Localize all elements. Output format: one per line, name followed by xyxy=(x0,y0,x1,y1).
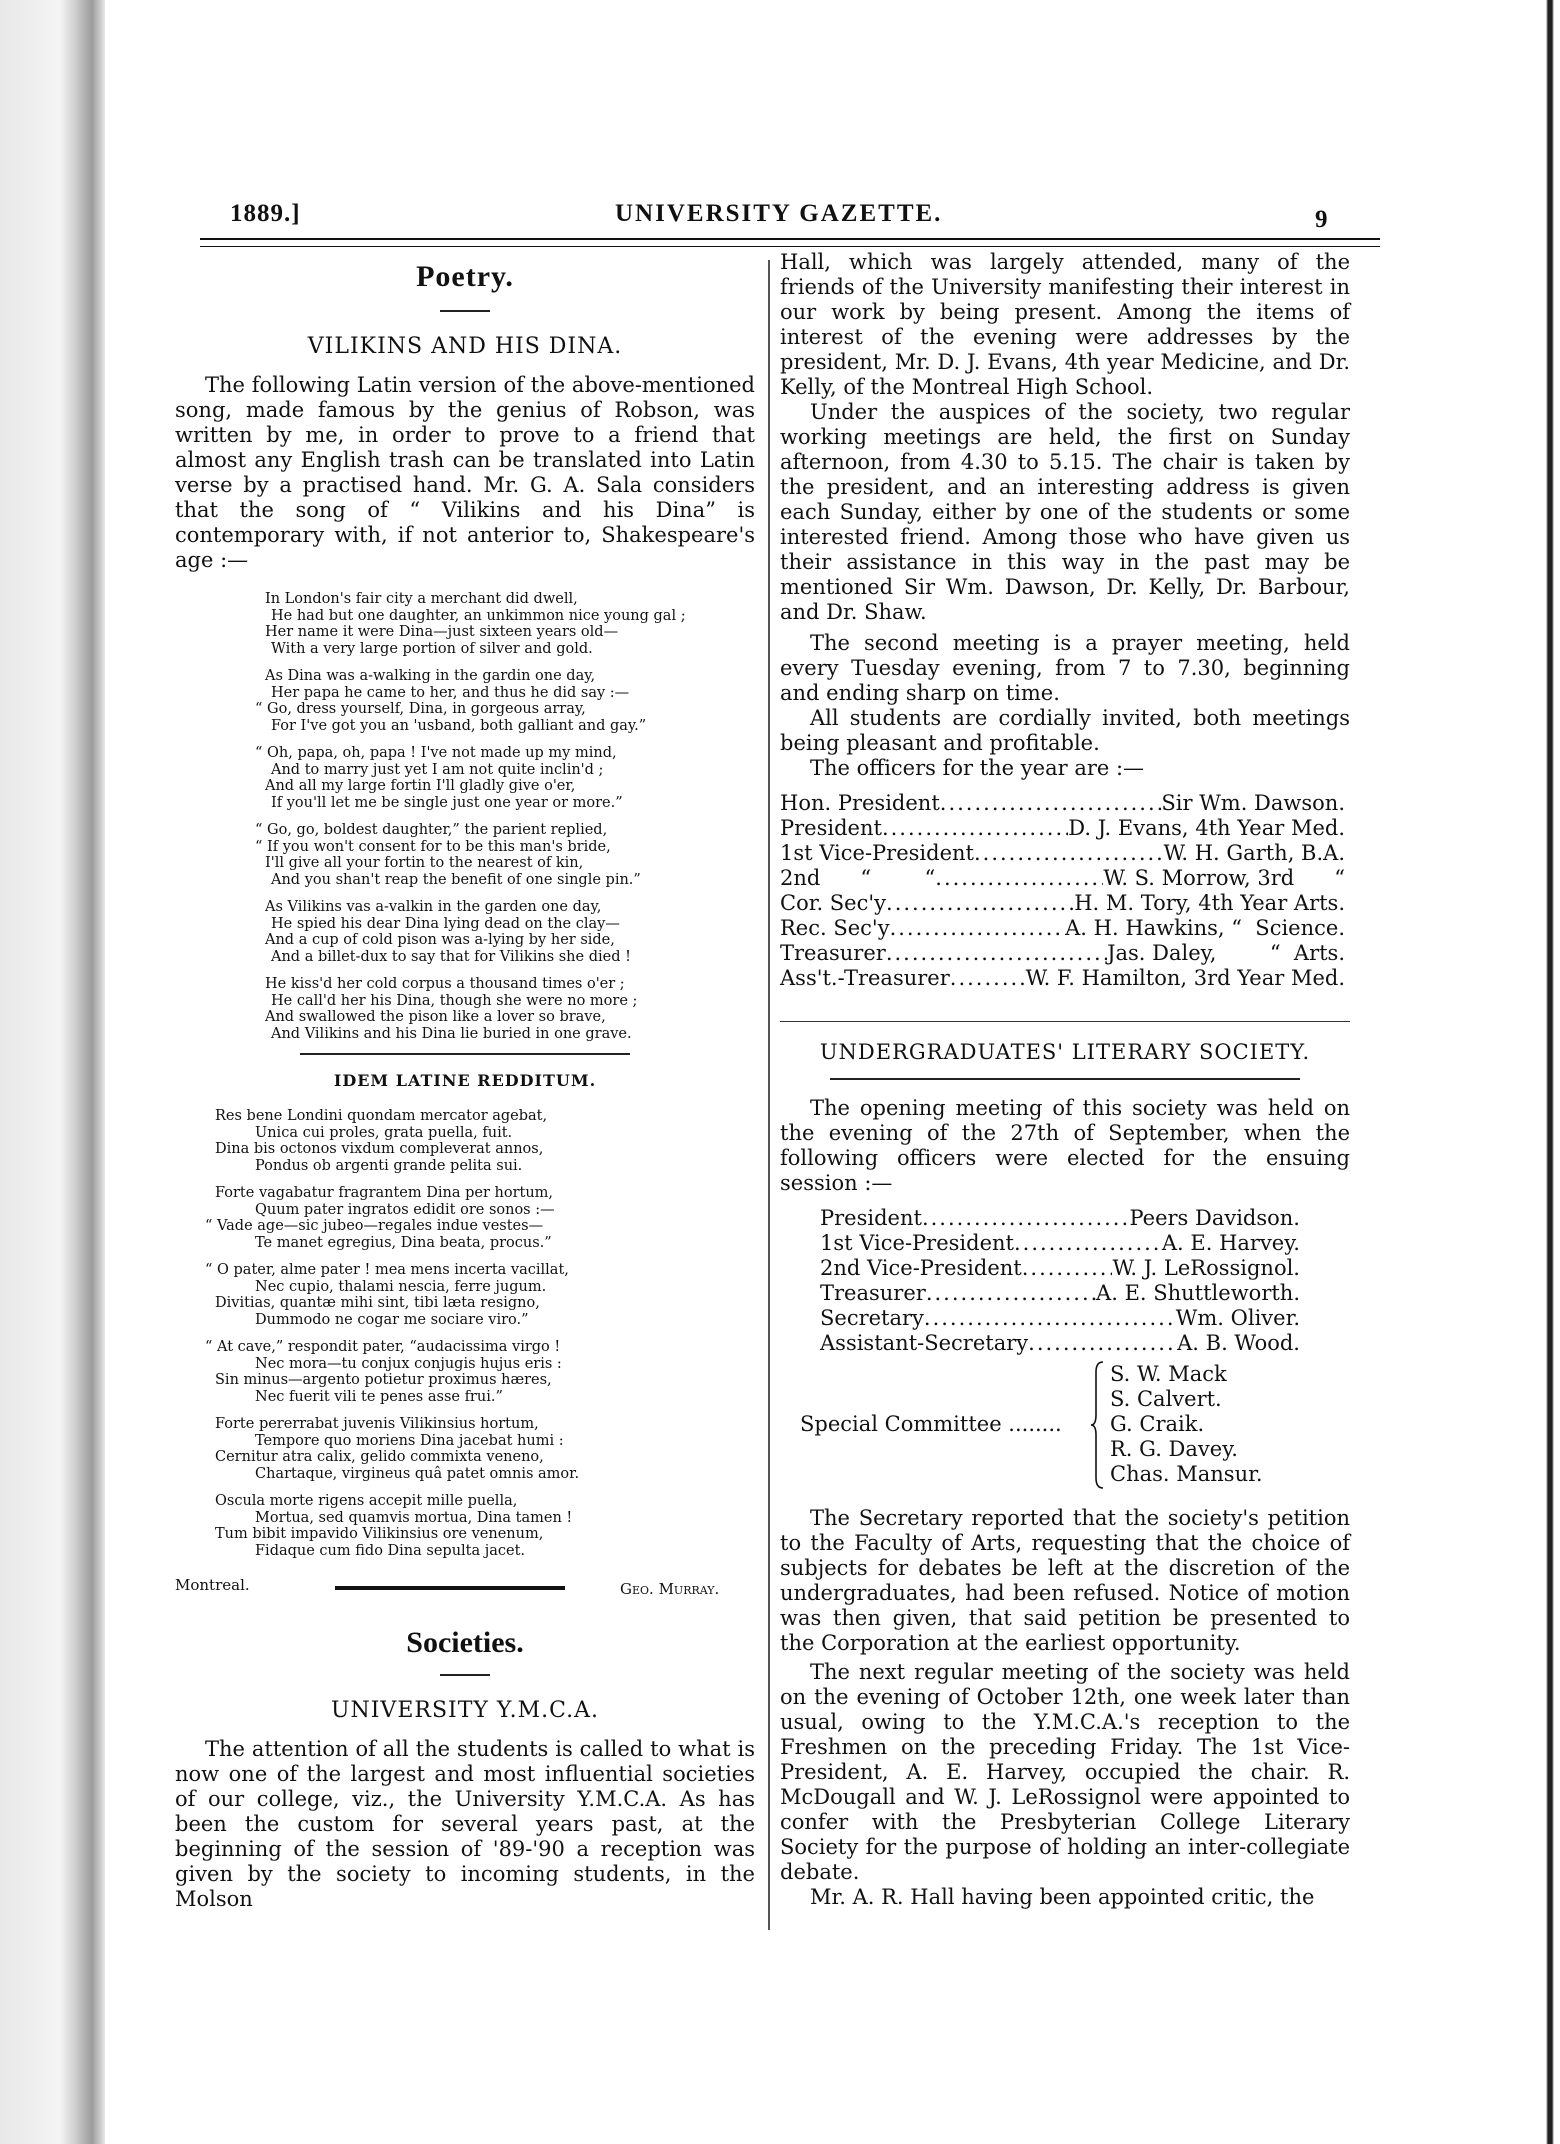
latin-poem-line: Dina bis octonos vixdum compleverat annos, xyxy=(215,1141,544,1157)
leader-dots xyxy=(924,1306,1176,1331)
english-poem-line: If you'll let me be single just one year or more.” xyxy=(271,794,623,811)
english-poem-line: In London's fair city a merchant did dwell, xyxy=(265,591,578,607)
leader-dots xyxy=(940,791,1162,816)
english-poem-stanza xyxy=(175,822,755,888)
poem-divider xyxy=(300,1053,630,1055)
officer-name: Jas. Daley, “ Arts. xyxy=(1107,941,1345,965)
latin-poem-stanza xyxy=(175,1262,755,1328)
english-poem-line: And a cup of cold pison was a-lying by her side, xyxy=(265,932,615,948)
committee-member: S. W. Mack xyxy=(1110,1362,1227,1386)
page-header xyxy=(150,190,1360,246)
officer-row xyxy=(780,816,1345,841)
ugls-paragraph-4: Mr. A. R. Hall having been appointed critic, the xyxy=(810,1885,1315,1909)
societies-section-title: Societies. xyxy=(406,1626,524,1659)
section-rule xyxy=(780,1021,1350,1022)
societies-rule xyxy=(440,1674,490,1676)
english-poem-line: “ Go, go, boldest daughter,” the parient replied, xyxy=(255,822,608,838)
latin-poem-line: Oscula morte rigens accepit mille puella, xyxy=(215,1493,518,1509)
brace-icon xyxy=(1090,1360,1104,1490)
officer-name: A. E. Shuttleworth. xyxy=(1096,1281,1300,1305)
scan-right-edge xyxy=(1440,0,1560,2144)
ugls-paragraph-2: The Secretary reported that the society's petition to the Faculty of Arts, requesting that the choice of subjects for debates be left at the discretion of the undergraduates, had been refused. Notice of motion was then given, that said petition be presented to the Corporation at the earliest opportunity. xyxy=(780,1506,1350,1655)
poetry-rule xyxy=(440,310,490,312)
poem-title: VILIKINS AND HIS DINA. xyxy=(307,334,623,359)
officer-role: Hon. President xyxy=(780,791,940,815)
committee-member: S. Calvert. xyxy=(1110,1387,1222,1411)
officer-role: Rec. Sec'y xyxy=(780,916,890,940)
english-poem-line: And you shan't reap the benefit of one single pin.” xyxy=(271,871,641,888)
signoff-rule xyxy=(335,1586,565,1590)
ymca-paragraph-2: Under the auspices of the society, two regular working meetings are held, the first on Sunday afternoon, from 4.30 to 5.15. The chair is taken by the president, and an interesting address is given each Sunday, either by one of the students or some interested friend. Among those who have given us their assistance in this way in the past may be mentioned Sir Wm. Dawson, Dr. Kelly, Dr. Barbour, and Dr. Shaw. xyxy=(780,400,1350,624)
leader-dots xyxy=(886,891,1074,916)
leader-dots xyxy=(882,816,1068,841)
ymca-officer-list xyxy=(780,791,1345,991)
officer-role: Cor. Sec'y xyxy=(780,891,887,915)
officer-row xyxy=(780,966,1345,991)
officer-name: W. F. Hamilton, 3rd Year Med. xyxy=(1025,966,1345,990)
officer-role: President xyxy=(780,816,882,840)
latin-title: IDEM LATINE REDDITUM. xyxy=(333,1071,597,1090)
english-poem-line: He kiss'd her cold corpus a thousand times o'er ; xyxy=(265,976,625,992)
ymca-paragraph-1-continued: Hall, which was largely attended, many of the friends of the University manifesting their interest in our work by being present. Among the items of interest of the evening were addresses by the president, Mr. D. J. Evans, 4th year Medicine, and Dr. Kelly, of the Montreal High School. xyxy=(780,250,1350,399)
officer-row xyxy=(820,1206,1300,1231)
right-column xyxy=(780,250,1350,1910)
leader-dots xyxy=(950,966,1026,991)
latin-poem-line: Forte vagabatur fragrantem Dina per hortum, xyxy=(215,1185,554,1201)
header-rule xyxy=(200,238,1380,247)
latin-poem-line: Nec fuerit vili te penes asse frui.” xyxy=(255,1388,503,1405)
officer-name: A. H. Hawkins, “ Science. xyxy=(1065,916,1345,940)
officer-name: W. J. LeRossignol. xyxy=(1112,1256,1300,1280)
english-poem-line: “ Oh, papa, oh, papa ! I've not made up my mind, xyxy=(255,745,617,761)
officer-row xyxy=(820,1231,1300,1256)
english-poem-line: He had but one daughter, an unkimmon nice young gal ; xyxy=(271,607,686,624)
officer-row xyxy=(820,1306,1300,1331)
ugls-title: UNDERGRADUATES' LITERARY SOCIETY. xyxy=(819,1040,1311,1064)
latin-poem-stanza xyxy=(175,1416,755,1482)
english-poem-line: He call'd her his Dina, though she were no more ; xyxy=(271,992,638,1009)
english-poem-stanza xyxy=(175,745,755,811)
officer-name: W. H. Garth, B.A. xyxy=(1163,841,1345,865)
latin-poem-stanza xyxy=(175,1185,755,1251)
english-poem-stanza xyxy=(175,976,755,1042)
english-poem-line: Her name it were Dina—just sixteen years old— xyxy=(265,624,619,640)
english-poem-line: “ Go, dress yourself, Dina, in gorgeous array, xyxy=(255,701,586,717)
english-poem-line: For I've got you an 'usband, both galliant and gay.” xyxy=(271,717,647,734)
latin-poem-line: Pondus ob argenti grande pelita sui. xyxy=(255,1157,523,1174)
ugls-officer-list xyxy=(820,1206,1300,1356)
officer-name: Wm. Oliver. xyxy=(1175,1306,1300,1330)
latin-poem-line: Tempore quo moriens Dina jacebat humi : xyxy=(255,1432,564,1449)
latin-poem-stanza xyxy=(175,1108,755,1174)
committee-member: Chas. Mansur. xyxy=(1110,1462,1263,1486)
header-year: 1889.] xyxy=(230,200,301,227)
poetry-section-title: Poetry. xyxy=(416,260,514,293)
leader-dots xyxy=(922,1206,1130,1231)
latin-poem-line: Fidaque cum fido Dina sepulta jacet. xyxy=(255,1542,526,1559)
english-poem-stanza xyxy=(175,591,755,657)
ugls-rule xyxy=(830,1078,1300,1080)
officer-row xyxy=(780,916,1345,941)
english-poem-line: With a very large portion of silver and gold. xyxy=(271,640,593,657)
latin-poem-line: Divitias, quantæ mihi sint, tibi læta resigno, xyxy=(215,1295,540,1311)
committee-members xyxy=(1110,1362,1263,1487)
poem-signoff xyxy=(175,1570,755,1604)
officer-role: Treasurer xyxy=(780,941,886,965)
english-poem-line: I'll give all your fortin to the nearest of kin, xyxy=(265,855,584,871)
latin-poem-line: Te manet egregius, Dina beata, procus.” xyxy=(255,1234,552,1251)
english-poem-line: “ If you won't consent for to be this man's bride, xyxy=(255,838,611,855)
latin-poem-line: Nec mora—tu conjux conjugis hujus eris : xyxy=(255,1355,562,1372)
column-divider xyxy=(768,260,770,1930)
leader-dots xyxy=(1028,1331,1177,1356)
officer-name: D. J. Evans, 4th Year Med. xyxy=(1068,816,1345,840)
english-poem-line: And swallowed the pison like a lover so brave, xyxy=(265,1009,606,1025)
english-poem xyxy=(175,591,755,1042)
ymca-paragraph-3: The second meeting is a prayer meeting, held every Tuesday evening, from 7 to 7.30, beginning and ending sharp on time. xyxy=(780,631,1350,705)
latin-poem-line: Chartaque, virgineus quâ patet omnis amor. xyxy=(255,1465,580,1482)
officer-row xyxy=(780,791,1345,816)
officer-row xyxy=(820,1331,1300,1356)
latin-poem-line: Dummodo ne cogar me sociare viro.” xyxy=(255,1311,529,1328)
english-poem-line: And to marry just yet I am not quite inclin'd ; xyxy=(271,761,604,778)
ugls-paragraph-3: The next regular meeting of the society was held on the evening of October 12th, one week later than usual, owing to the Y.M.C.A.'s reception to the Freshmen on the preceding Friday. The 1st Vice-President, A. E. Harvey, occupied the chair. R. McDougall and W. J. LeRossignol were appointed to confer with the Presbyterian College Literary Society for the purpose of holding an inter-collegiate debate. xyxy=(780,1660,1350,1884)
officer-row xyxy=(820,1256,1300,1281)
latin-poem-line: Res bene Londini quondam mercator agebat, xyxy=(215,1108,548,1124)
latin-poem-line: “ O pater, alme pater ! mea mens incerta vacillat, xyxy=(205,1262,569,1278)
ugls-paragraph-1: The opening meeting of this society was held on the evening of the 27th of September, when the following officers were elected for the ensuing session :— xyxy=(780,1096,1350,1195)
officer-role: President xyxy=(820,1206,922,1230)
english-poem-line: As Vilikins vas a-valkin in the garden one day, xyxy=(265,899,602,915)
signoff-author: Geo. Murray. xyxy=(620,1580,720,1598)
committee-label: Special Committee ........ xyxy=(800,1412,1062,1436)
committee-member: R. G. Davey. xyxy=(1110,1437,1238,1461)
leader-dots xyxy=(935,866,1103,891)
ymca-title: UNIVERSITY Y.M.C.A. xyxy=(330,1698,600,1723)
latin-poem xyxy=(175,1108,755,1559)
leader-dots xyxy=(886,941,1107,966)
officer-name: W. S. Morrow, 3rd “ xyxy=(1103,866,1345,890)
officer-name: A. E. Harvey. xyxy=(1161,1231,1300,1255)
officer-role: Ass't.-Treasurer xyxy=(780,966,950,990)
latin-poem-stanza xyxy=(175,1493,755,1559)
left-column xyxy=(175,260,755,1912)
leader-dots xyxy=(890,916,1066,941)
officer-name: A. B. Wood. xyxy=(1177,1331,1300,1355)
signoff-place: Montreal. xyxy=(175,1576,250,1594)
latin-poem-stanza xyxy=(175,1339,755,1405)
header-page-number: 9 xyxy=(1315,206,1328,233)
officer-name: H. M. Tory, 4th Year Arts. xyxy=(1074,891,1345,915)
english-poem-line: And all my large fortin I'll gladly give o'er, xyxy=(265,778,576,794)
officer-row xyxy=(820,1281,1300,1306)
officer-role: 2nd “ “ xyxy=(780,866,936,890)
officer-row xyxy=(780,941,1345,966)
leader-dots xyxy=(926,1281,1096,1306)
scan-binding-edge xyxy=(0,0,105,2144)
english-poem-stanza xyxy=(175,668,755,734)
ymca-paragraph-5: The officers for the year are :— xyxy=(810,756,1145,780)
latin-poem-line: Tum bibit impavido Vilikinsius ore venenum, xyxy=(215,1526,544,1542)
english-poem-line: And Vilikins and his Dina lie buried in one grave. xyxy=(271,1025,632,1042)
english-poem-line: As Dina was a-walking in the gardin one day, xyxy=(265,668,596,684)
english-poem-line: Her papa he came to her, and thus he did say :— xyxy=(271,684,630,701)
officer-role: 2nd Vice-President xyxy=(820,1256,1022,1280)
latin-poem-line: Nec cupio, thalami nescia, ferre jugum. xyxy=(255,1278,547,1295)
ymca-paragraph-4: All students are cordially invited, both meetings being pleasant and profitable. xyxy=(780,706,1350,755)
officer-name: Sir Wm. Dawson. xyxy=(1161,791,1345,815)
officer-name: Peers Davidson. xyxy=(1129,1206,1300,1230)
latin-poem-line: Sin minus—argento potietur proximus hæres, xyxy=(215,1372,552,1388)
leader-dots xyxy=(974,841,1163,866)
latin-poem-line: Mortua, sed quamvis mortua, Dina tamen ! xyxy=(255,1509,573,1526)
latin-poem-line: Quum pater ingratos edidit ore sonos :— xyxy=(255,1201,555,1218)
special-committee xyxy=(780,1360,1350,1496)
officer-role: Assistant-Secretary xyxy=(820,1331,1029,1355)
officer-row xyxy=(780,866,1345,891)
latin-poem-line: Forte pererrabat juvenis Vilikinsius hortum, xyxy=(215,1416,539,1432)
officer-row xyxy=(780,891,1345,916)
officer-row xyxy=(780,841,1345,866)
latin-poem-line: Unica cui proles, grata puella, fuit. xyxy=(255,1124,513,1141)
leader-dots xyxy=(1022,1256,1113,1281)
officer-role: Secretary xyxy=(820,1306,924,1330)
english-poem-line: He spied his dear Dina lying dead on the clay— xyxy=(271,915,620,932)
ymca-paragraph-1: The attention of all the students is called to what is now one of the largest and most influential societies of our college, viz., the University Y.M.C.A. As has been the custom for several years past, at the beginning of the session of '89-'90 a reception was given by the society to incoming students, in the Molson xyxy=(175,1737,755,1911)
officer-role: 1st Vice-President xyxy=(820,1231,1014,1255)
english-poem-stanza xyxy=(175,899,755,965)
latin-poem-line: Cernitur atra calix, gelido commixta veneno, xyxy=(215,1449,544,1465)
leader-dots xyxy=(1014,1231,1162,1256)
english-poem-line: And a billet-dux to say that for Vilikins she died ! xyxy=(271,948,631,965)
header-title: UNIVERSITY GAZETTE. xyxy=(615,200,943,227)
latin-poem-line: “ Vade age—sic jubeo—regales indue vestes— xyxy=(205,1218,544,1234)
gazette-page xyxy=(150,190,1360,1911)
poem-intro: The following Latin version of the above-mentioned song, made famous by the genius of Robson, was written by me, in order to prove to a friend that almost any English trash can be translated into Latin verse by a practised hand. Mr. G. A. Sala considers that the song of “ Vilikins and his Dina” is contemporary with, if not anterior to, Shakespeare's age :— xyxy=(175,373,755,572)
latin-poem-line: “ At cave,” respondit pater, “audacissima virgo ! xyxy=(205,1339,561,1355)
committee-member: G. Craik. xyxy=(1110,1412,1205,1436)
officer-role: Treasurer xyxy=(820,1281,926,1305)
officer-role: 1st Vice-President xyxy=(780,841,974,865)
